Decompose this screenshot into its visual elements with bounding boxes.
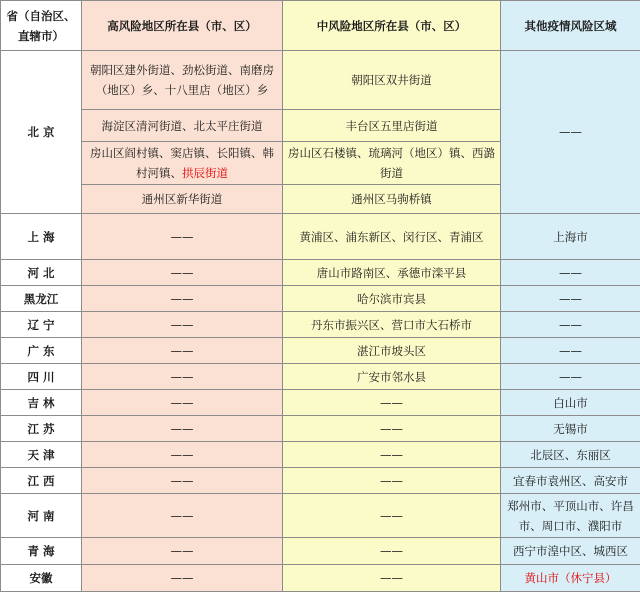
high-risk-cell: —— [82, 565, 283, 592]
header-row [1, 1, 640, 51]
table-row [1, 260, 640, 286]
mid-risk-cell: —— [283, 468, 501, 494]
province-cell: 广 东 [1, 338, 82, 364]
high-risk-cell: 朝阳区建外街道、劲松街道、南磨房（地区）乡、十八里店（地区）乡 [82, 51, 283, 110]
high-risk-cell: —— [82, 364, 283, 390]
other-risk-cell [501, 565, 640, 592]
table-row [1, 338, 640, 364]
province-cell: 河 北 [1, 260, 82, 286]
table-row [1, 416, 640, 442]
mid-risk-cell: 丹东市振兴区、营口市大石桥市 [283, 312, 501, 338]
mid-risk-cell: 哈尔滨市宾县 [283, 286, 501, 312]
province-cell: 天 津 [1, 442, 82, 468]
table-row [1, 442, 640, 468]
province-cell: 河 南 [1, 494, 82, 538]
province-cell: 江 苏 [1, 416, 82, 442]
other-risk-cell: —— [501, 364, 640, 390]
mid-risk-cell: 湛江市坡头区 [283, 338, 501, 364]
high-risk-cell: 海淀区清河街道、北太平庄街道 [82, 110, 283, 142]
province-cell: 北 京 [1, 51, 82, 214]
high-risk-cell: —— [82, 312, 283, 338]
mid-risk-cell: 黄浦区、浦东新区、闵行区、青浦区 [283, 214, 501, 260]
header-other-risk: 其他疫情风险区域 [501, 1, 640, 51]
other-risk-cell: —— [501, 312, 640, 338]
high-risk-cell: —— [82, 390, 283, 416]
high-risk-cell: —— [82, 538, 283, 565]
mid-risk-cell: 丰台区五里店街道 [283, 110, 501, 142]
header-province: 省（自治区、直辖市） [1, 1, 82, 51]
other-risk-cell: 郑州市、平顶山市、许昌市、周口市、濮阳市 [501, 494, 640, 538]
high-risk-cell: 通州区新华街道 [82, 185, 283, 214]
province-cell: 安徽 [1, 565, 82, 592]
high-risk-cell: —— [82, 260, 283, 286]
table-row [1, 51, 640, 110]
province-cell: 四 川 [1, 364, 82, 390]
mid-risk-cell: —— [283, 390, 501, 416]
table-row [1, 286, 640, 312]
mid-risk-cell: —— [283, 442, 501, 468]
other-risk-cell: 无锡市 [501, 416, 640, 442]
mid-risk-cell: —— [283, 565, 501, 592]
newly-added-area: 黄山市（休宁县） [524, 571, 617, 585]
other-risk-cell: 宜春市袁州区、高安市 [501, 468, 640, 494]
province-cell: 辽 宁 [1, 312, 82, 338]
table-row [1, 494, 640, 538]
other-risk-cell [501, 51, 640, 214]
other-risk-cell: —— [501, 338, 640, 364]
header-mid-risk: 中风险地区所在县（市、区） [283, 1, 501, 51]
table-row [1, 364, 640, 390]
other-risk-cell: 上海市 [501, 214, 640, 260]
header-high-risk: 高风险地区所在县（市、区） [82, 1, 283, 51]
mid-risk-cell: —— [283, 538, 501, 565]
mid-risk-cell: —— [283, 494, 501, 538]
province-cell: 青 海 [1, 538, 82, 565]
table-row [1, 538, 640, 565]
mid-risk-cell: 广安市邻水县 [283, 364, 501, 390]
high-risk-cell: —— [82, 338, 283, 364]
other-risk-cell: 北辰区、东丽区 [501, 442, 640, 468]
table-row [1, 214, 640, 260]
high-risk-cell: —— [82, 214, 283, 260]
high-risk-cell: —— [82, 416, 283, 442]
high-risk-cell: —— [82, 442, 283, 468]
province-cell: 吉 林 [1, 390, 82, 416]
high-risk-cell: —— [82, 468, 283, 494]
mid-risk-cell: 房山区石楼镇、琉璃河（地区）镇、西潞街道 [283, 142, 501, 185]
high-risk-text: 房山区阎村镇、窦店镇、长阳镇、韩村河镇、 [90, 146, 274, 180]
mid-risk-cell: 通州区马驹桥镇 [283, 185, 501, 214]
province-cell: 黑龙江 [1, 286, 82, 312]
high-risk-cell: —— [82, 286, 283, 312]
other-risk-cell: 白山市 [501, 390, 640, 416]
mid-risk-cell: 唐山市路南区、承德市滦平县 [283, 260, 501, 286]
province-cell: 江 西 [1, 468, 82, 494]
dash-value: —— [559, 125, 582, 139]
table-row [1, 312, 640, 338]
mid-risk-cell: 朝阳区双井街道 [283, 51, 501, 110]
high-risk-cell [82, 142, 283, 185]
table-row [1, 468, 640, 494]
mid-risk-cell: —— [283, 416, 501, 442]
other-risk-cell: —— [501, 260, 640, 286]
table-row [1, 565, 640, 592]
table-row [1, 390, 640, 416]
high-risk-cell: —— [82, 494, 283, 538]
other-risk-cell: —— [501, 286, 640, 312]
province-cell: 上 海 [1, 214, 82, 260]
newly-added-area: 拱辰街道 [182, 166, 228, 180]
other-risk-cell: 西宁市湟中区、城西区 [501, 538, 640, 565]
